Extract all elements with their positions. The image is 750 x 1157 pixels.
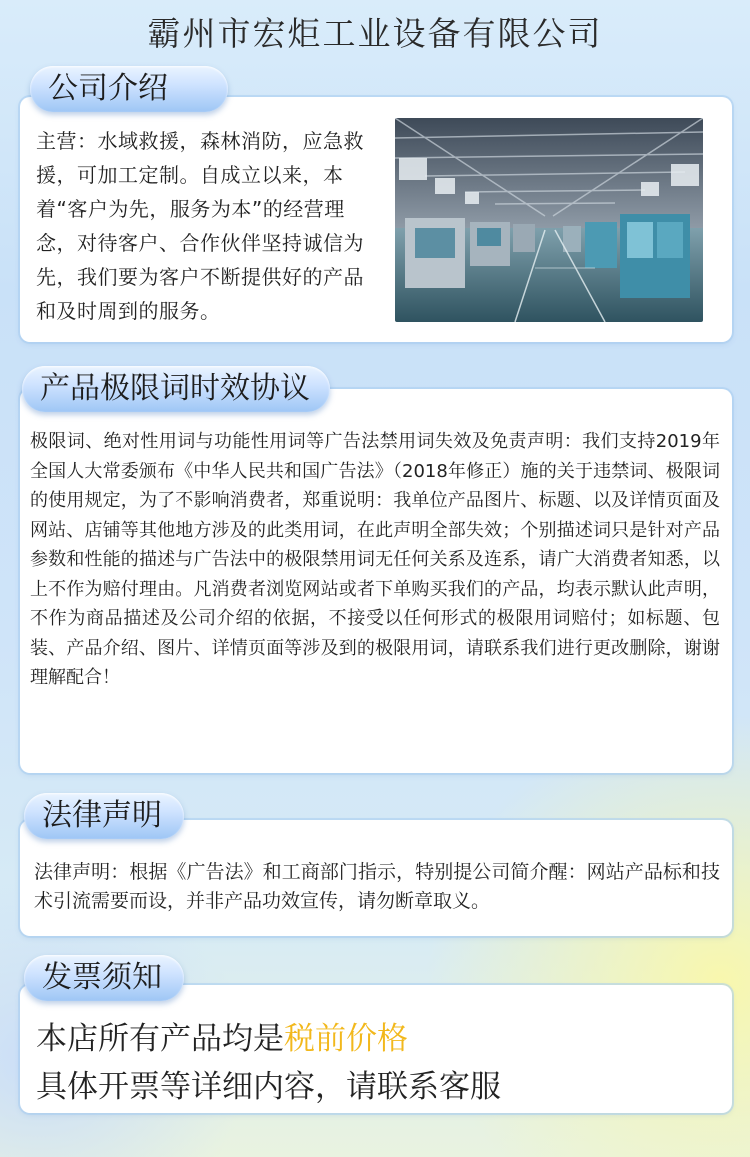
invoice-line-2: 具体开票等详细内容，请联系客服 xyxy=(36,1069,501,1105)
intro-text: 主营：水域救援，森林消防，应急救援，可加工定制。自成立以来，本着“客户为先，服务为本”的经营理念，对待客户、合作伙伴坚持诚信为先，我们要为客户不断提供好的产品和及时周到的服务。 xyxy=(36,129,364,323)
invoice-line-1 xyxy=(36,1019,408,1059)
legal-tab: 法律声明 xyxy=(24,793,184,839)
pre-tax-price-highlight: 税前价格 xyxy=(284,1021,408,1057)
agreement-text: 极限词、绝对性用词与功能性用词等广告法禁用词失效及免责声明：我们支持2019年全国人大常委颁布《中华人民共和国广告法》（2018年修正）施的关于违禁词、极限词的使用规定，为了不影响消费者，郑重说明：我单位产品图片、标题、以及详情页面及网站、店铺等其他地方涉及的此类用词，在此声明全部失效；个别描述词只是针对产品参数和性能的描述与广告法中的极限禁用词无任何关系及连系，请广大消费者知悉，以上不作为赔付理由。凡消费者浏览网站或者下单购买我们的产品，均表示默认此声明，不作为商品描述及公司介绍的依据，不接受以任何形式的极限用词赔付；如标题、包装、产品介绍、图片、详情页面等涉及到的极限用词，请联系我们进行更改删除，谢谢理解配合！ xyxy=(30,431,720,688)
legal-text: 法律声明：根据《广告法》和工商部门指示，特别提公司简介醒：网站产品标和技术引流需要而设，并非产品功效宣传，请勿断章取义。 xyxy=(34,861,720,912)
invoice-tab: 发票须知 xyxy=(24,955,184,1001)
company-title: 霸州市宏炬工业设备有限公司 xyxy=(147,14,603,53)
factory-photo xyxy=(395,118,703,322)
intro-tab: 公司介绍 xyxy=(30,66,228,112)
agreement-tab: 产品极限词时效协议 xyxy=(22,366,330,412)
invoice-line-1-prefix: 本店所有产品均是 xyxy=(36,1021,284,1057)
